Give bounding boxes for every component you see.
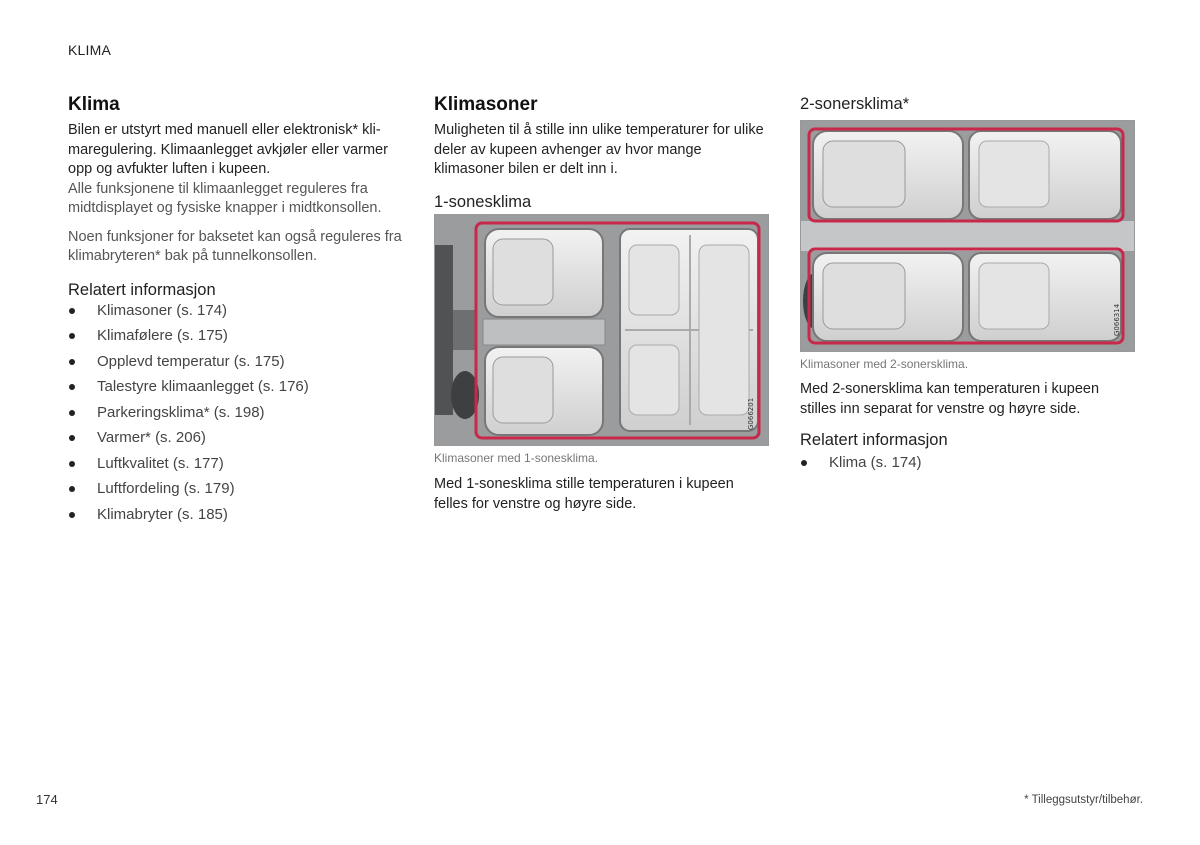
page-number: 174: [36, 792, 58, 807]
related-link-label: Klimasoner (s. 174): [97, 301, 228, 319]
klima-paragraph-2: Noen funksjoner for baksetet kan også reguleres fra klimabryteren* bak på tunnelkonsollen.: [68, 228, 402, 264]
related-link-label: Talestyre klimaanlegget (s. 176): [97, 378, 309, 395]
bullet-icon: [69, 461, 75, 467]
car-interior-two-zone-illustration: [801, 121, 1134, 351]
related-link[interactable]: [68, 326, 408, 352]
klimasoner-intro: Muligheten til å stille inn ulike temperaturer for ulike deler av kupeen avhenger av hvor mange klimasoner bilen er delt inn i.: [434, 122, 764, 177]
two-zone-caption: Klimasoner med 2-sonersklima.: [800, 357, 969, 371]
bullet-icon: [801, 460, 807, 466]
car-interior-one-zone-illustration: [435, 215, 768, 445]
related-link-label: Klimabryter (s. 185): [97, 505, 228, 523]
two-zone-text: Med 2-sonersklima kan temperaturen i kupeen stilles inn separat for venstre og høyre side.: [800, 381, 1100, 417]
section-header: KLIMA: [68, 42, 112, 58]
bullet-icon: [69, 512, 75, 518]
figure-code: G066201: [747, 397, 755, 430]
column-klimasoner: [434, 94, 769, 212]
related-info-list: [68, 301, 408, 531]
klimasoner-heading: Klimasoner: [434, 94, 538, 115]
klima-heading: Klima: [68, 94, 120, 115]
bullet-icon: [69, 435, 75, 441]
one-zone-heading: 1-sonesklima: [434, 192, 532, 211]
related-link-label: Parkeringsklima* (s. 198): [97, 403, 265, 421]
related-link[interactable]: [68, 505, 408, 531]
two-zone-figure: [800, 120, 1135, 352]
two-zone-heading: 2-sonersklima*: [800, 95, 910, 113]
one-zone-text: Med 1-sonesklima stille temperaturen i kupeen felles for venstre og høyre side.: [434, 476, 734, 512]
klima-paragraph-1: Alle funksjonene til klimaanlegget reguleres fra midtdisplayet og fysiske knapper i midtkonsollen.: [68, 180, 382, 216]
related-link[interactable]: [68, 352, 408, 378]
related-link[interactable]: [800, 453, 1130, 479]
bullet-icon: [69, 308, 75, 314]
related-link-label: Opplevd temperatur (s. 175): [97, 352, 285, 370]
related-link[interactable]: [68, 403, 408, 429]
related-info-heading: Relatert informasjon: [68, 280, 216, 299]
related-info-heading-2: Relatert informasjon: [800, 431, 948, 449]
related-link[interactable]: [68, 454, 408, 480]
column-klima: [68, 94, 408, 530]
klima-intro: Bilen er utstyrt med manuell eller elektronisk* kli-maregulering. Klimaanlegget avkjøler eller varmer opp og avfukter luften i kupeen.: [68, 122, 388, 177]
bullet-icon: [69, 333, 75, 339]
bullet-icon: [69, 486, 75, 492]
one-zone-figure: [434, 214, 769, 446]
related-link-label: Klima (s. 174): [829, 454, 922, 471]
bullet-icon: [69, 384, 75, 390]
related-link-label: Klimafølere (s. 175): [97, 327, 228, 344]
figure-code: G066314: [1113, 303, 1121, 336]
bullet-icon: [69, 410, 75, 416]
related-link[interactable]: [68, 479, 408, 505]
related-link-label: Luftfordeling (s. 179): [97, 480, 235, 497]
related-info-list-2: [800, 453, 1130, 479]
one-zone-caption: Klimasoner med 1-sonesklima.: [434, 451, 599, 465]
related-link[interactable]: [68, 377, 408, 403]
related-link-label: Luftkvalitet (s. 177): [97, 454, 224, 472]
related-link-label: Varmer* (s. 206): [97, 429, 206, 446]
footnote: * Tilleggsutstyr/tilbehør.: [1024, 794, 1143, 806]
related-link[interactable]: [68, 301, 408, 327]
related-link[interactable]: [68, 428, 408, 454]
bullet-icon: [69, 359, 75, 365]
